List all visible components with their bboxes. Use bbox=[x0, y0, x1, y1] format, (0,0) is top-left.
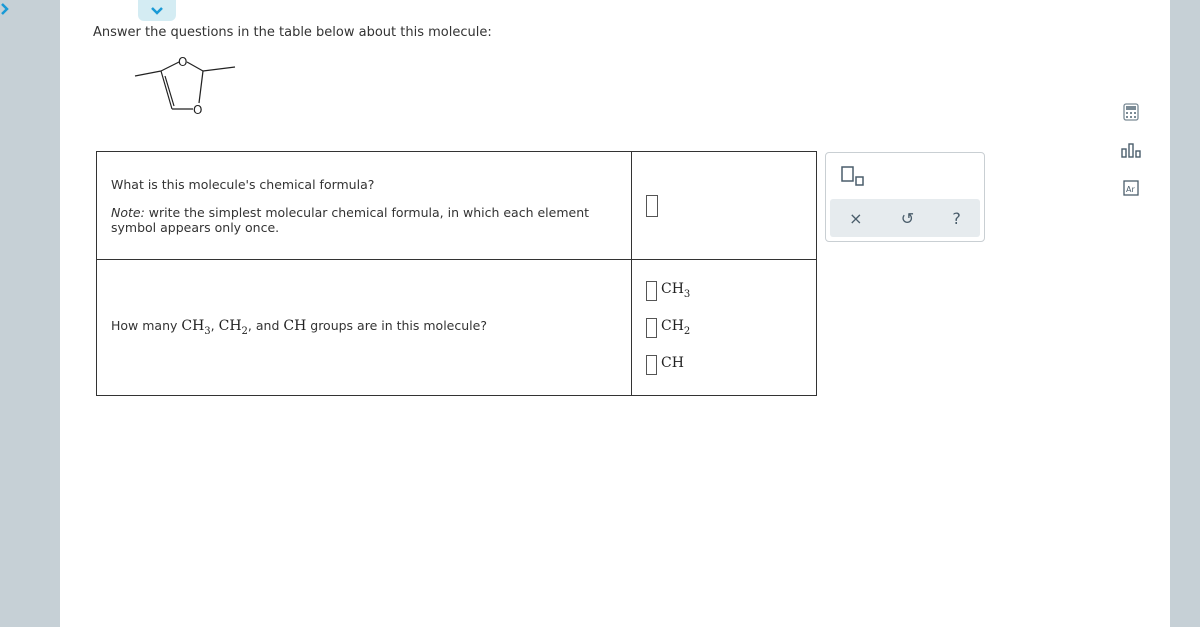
answer-cell bbox=[632, 152, 817, 260]
ch2-label: $CH_2$ bbox=[661, 318, 691, 337]
question-prompt: Answer the questions in the table below about this molecule: bbox=[93, 25, 492, 40]
side-toolbar bbox=[1120, 103, 1142, 217]
question-cell bbox=[97, 152, 632, 260]
answer-toolbox bbox=[825, 152, 985, 242]
question-table bbox=[96, 151, 817, 396]
chart-icon bbox=[1121, 142, 1141, 162]
molecule-structure bbox=[125, 50, 245, 126]
note-text: write the simplest molecular chemical formula, in which each element symbol appears only once. bbox=[111, 204, 590, 235]
formula-input[interactable] bbox=[646, 195, 658, 217]
periodic-table-button[interactable] bbox=[1120, 179, 1142, 201]
table-row bbox=[97, 152, 817, 260]
collapse-button[interactable] bbox=[138, 0, 176, 21]
ch2-count-input[interactable] bbox=[646, 318, 657, 338]
undo-button[interactable] bbox=[901, 209, 914, 228]
chevron-right-icon bbox=[0, 1, 10, 20]
ch2-count-row bbox=[632, 309, 816, 346]
answer-cell bbox=[632, 260, 817, 396]
question-text: What is this molecule's chemical formula? bbox=[111, 176, 375, 192]
question-cell bbox=[97, 260, 632, 396]
subscript-icon bbox=[841, 173, 865, 192]
ch3-count-row bbox=[632, 272, 816, 309]
periodic-table-icon bbox=[1123, 180, 1139, 200]
subscript-button[interactable] bbox=[841, 166, 865, 192]
question-note bbox=[111, 205, 631, 235]
ch3-label: $CH_3$ bbox=[661, 281, 691, 300]
ch3-count-input[interactable] bbox=[646, 281, 657, 301]
oxygen-atom-label: O bbox=[193, 103, 203, 117]
clear-button[interactable] bbox=[849, 209, 862, 228]
periodic-table-label: Ar bbox=[1126, 185, 1135, 194]
chevron-down-icon bbox=[150, 1, 164, 20]
question-text: How many $CH_3$, $CH_2$, and CH groups are in this molecule? bbox=[111, 318, 487, 337]
toolbox-actions bbox=[830, 199, 980, 237]
ch-count-row bbox=[632, 346, 816, 383]
data-chart-button[interactable] bbox=[1120, 141, 1142, 163]
table-row bbox=[97, 260, 817, 396]
calculator-icon bbox=[1123, 103, 1139, 125]
ch-label: CH bbox=[661, 355, 684, 372]
help-icon: ? bbox=[952, 208, 961, 228]
close-icon: × bbox=[849, 208, 863, 228]
undo-icon: ↺ bbox=[900, 208, 915, 228]
oxygen-atom-label: O bbox=[178, 55, 188, 69]
calculator-button[interactable] bbox=[1120, 103, 1142, 125]
ch-count-input[interactable] bbox=[646, 355, 657, 375]
help-button[interactable] bbox=[952, 209, 961, 228]
expand-left-button[interactable] bbox=[0, 0, 12, 22]
note-label: Note: bbox=[111, 204, 145, 220]
